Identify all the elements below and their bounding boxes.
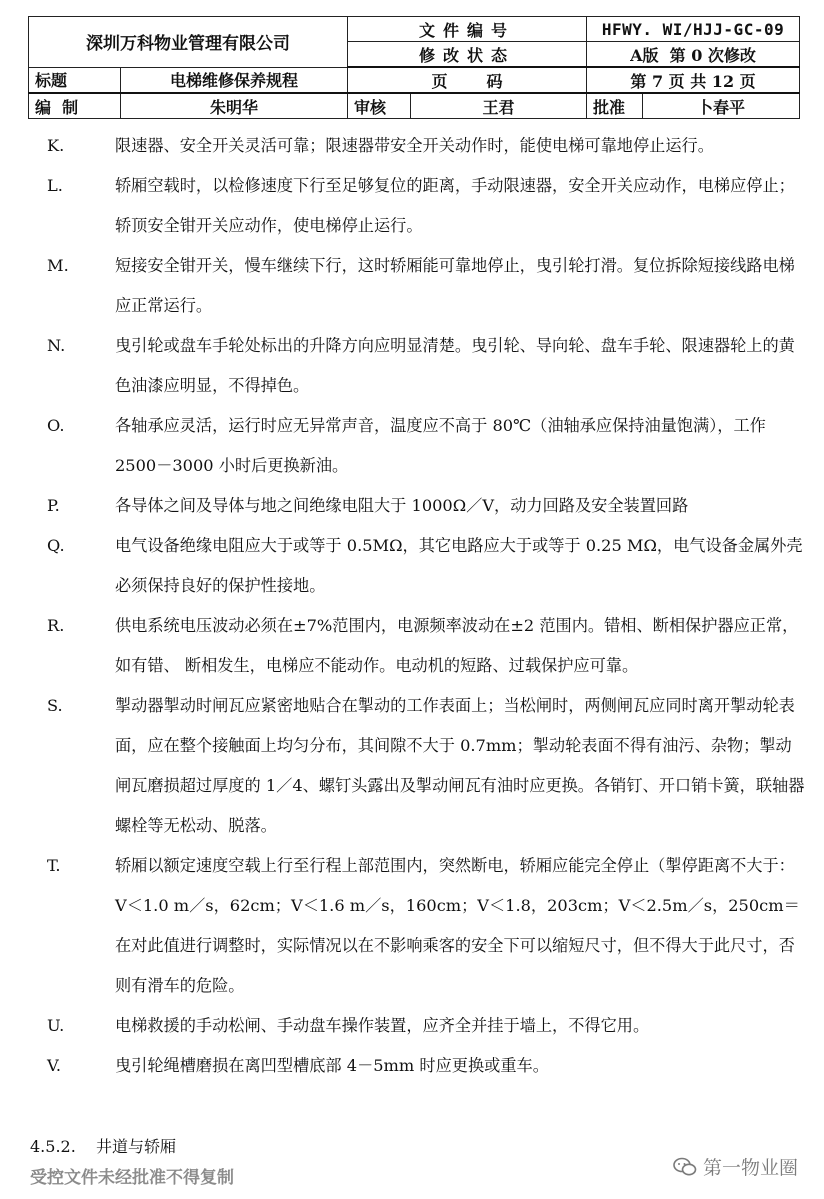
revision-label: 修改状态 (348, 42, 587, 68)
item-text: 电气设备绝缘电阻应大于或等于 0.5MΩ，其它电路应大于或等于 0.25 MΩ，电气设备金属外壳必须保持良好的保护性接地。 (115, 536, 803, 595)
item-text: 轿厢空载时，以检修速度下行至足够复位的距离，手动限速器，安全开关应动作，电梯应停止；轿顶安全钳开关应动作，使电梯停止运行。 (115, 176, 795, 235)
list-item (0, 526, 824, 606)
approver-value: 卜春平 (643, 93, 800, 119)
item-text: 各轴承应灵活，运行时应无异常声音，温度应不高于 80℃（油轴承应保持油量饱满），工作 2500－3000 小时后更换新油。 (115, 416, 766, 475)
section-title: 井道与轿厢 (96, 1137, 177, 1156)
section-heading (30, 1134, 176, 1157)
list-item (0, 1006, 824, 1046)
item-label: L. (47, 176, 63, 195)
list-item (0, 246, 824, 326)
reviewer-label: 审核 (348, 93, 411, 119)
item-label: T. (47, 856, 61, 875)
list-item (0, 606, 824, 686)
item-text: 曳引轮绳槽磨损在离凹型槽底部 4－5mm 时应更换或重车。 (115, 1056, 549, 1075)
footer-notice: 受控文件未经批准不得复制 (30, 1168, 234, 1188)
item-text: 掣动器掣动时闸瓦应紧密地贴合在掣动的工作表面上；当松闸时，两侧闸瓦应同时离开掣动轮表面，应在整个接触面上均匀分布，其间隙不大于 0.7mm；掣动轮表面不得有油污、杂物；掣动闸瓦磨损超过厚度的 1／4、螺钉头露出及掣动闸瓦有油时应更换。各销钉、开口销卡簧，联轴器螺栓等无松动、脱落。 (115, 696, 805, 835)
brand-name: 第一物业圈 (702, 1157, 798, 1179)
item-label: O. (47, 416, 65, 435)
list-item (0, 1046, 824, 1086)
brand-watermark (673, 1153, 798, 1180)
doc-number-value: HFWY. WI/HJJ-GC-09 (587, 17, 800, 42)
item-text: 轿厢以额定速度空载上行至行程上部范围内，突然断电，轿厢应能完全停止（掣停距离不大于：V＜1.0 m／s，62cm；V＜1.6 m／s，160cm；V＜1.8，203cm；V＜2.5m／s，250cm＝在对此值进行调整时，实际情况以在不影响乘客的安全下可以缩短尺寸，但不得大于此尺寸，否则有滑车的危险。 (115, 856, 800, 995)
revision-value: A版 第 0 次修改 (587, 42, 800, 68)
item-label: V. (47, 1056, 62, 1075)
list-item (0, 686, 824, 846)
item-text: 电梯救援的手动松闸、手动盘车操作装置，应齐全并挂于墙上，不得它用。 (115, 1016, 650, 1035)
author-label: 编 制 (29, 93, 121, 119)
list-item (0, 326, 824, 406)
item-text: 曳引轮或盘车手轮处标出的升降方向应明显清楚。曳引轮、导向轮、盘车手轮、限速器轮上的黄色油漆应明显，不得掉色。 (115, 336, 795, 395)
doc-number-label: 文件编号 (348, 17, 587, 42)
item-label: K. (47, 136, 65, 155)
list-item (0, 846, 824, 1006)
item-label: S. (47, 696, 63, 715)
item-text: 供电系统电压波动必须在±7%范围内，电源频率波动在±2 范围内。错相、断相保护器应正常，如有错、 断相发生，电梯应不能动作。电动机的短路、过载保护应可靠。 (115, 616, 799, 675)
item-label: U. (47, 1016, 65, 1035)
maintenance-items-list (0, 126, 824, 1086)
item-text: 短接安全钳开关，慢车继续下行，这时轿厢能可靠地停止，曳引轮打滑。复位拆除短接线路电梯应正常运行。 (115, 256, 795, 315)
item-label: M. (47, 256, 69, 275)
reviewer-value: 王君 (411, 93, 587, 119)
item-text: 限速器、安全开关灵活可靠；限速器带安全开关动作时，能使电梯可靠地停止运行。 (115, 136, 714, 155)
title-label: 标题 (29, 67, 121, 93)
page-value: 第 7 页 共 12 页 (587, 67, 800, 93)
page-label: 页 码 (348, 67, 587, 93)
list-item (0, 406, 824, 486)
title-value: 电梯维修保养规程 (121, 67, 348, 93)
list-item (0, 486, 824, 526)
item-label: P. (47, 496, 60, 515)
section-number: 4.5.2. (30, 1137, 76, 1156)
item-text: 各导体之间及导体与地之间绝缘电阻大于 1000Ω／V，动力回路及安全装置回路 (115, 496, 689, 515)
item-label: Q. (47, 536, 65, 555)
company-name: 深圳万科物业管理有限公司 (29, 17, 348, 68)
approver-label: 批准 (587, 93, 643, 119)
list-item (0, 126, 824, 166)
author-value: 朱明华 (121, 93, 348, 119)
wechat-icon (673, 1157, 697, 1177)
list-item (0, 166, 824, 246)
item-label: N. (47, 336, 66, 355)
item-label: R. (47, 616, 65, 635)
document-header-table (28, 16, 800, 119)
